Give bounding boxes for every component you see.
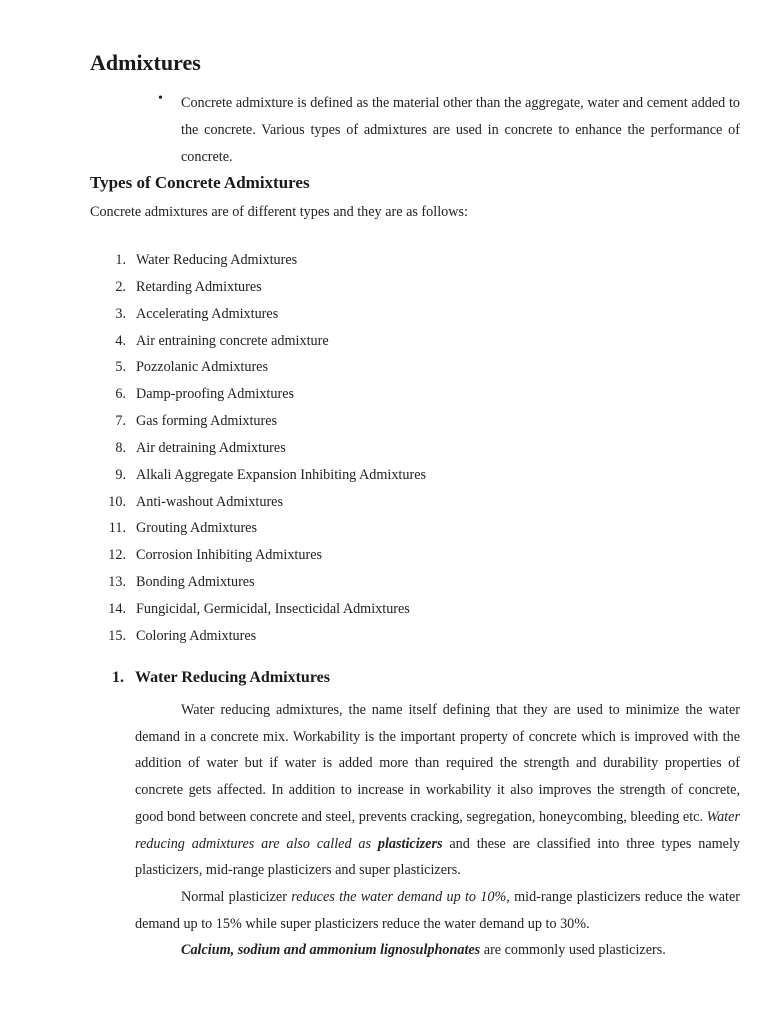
list-item [90, 354, 426, 381]
list-item-label: Anti-washout Admixtures [136, 493, 283, 510]
list-item-label: Damp-proofing Admixtures [136, 386, 295, 403]
list-item-label: Air entraining concrete admixture [136, 332, 329, 349]
list-item-number: 10. [108, 493, 126, 510]
list-item-number: 2. [115, 278, 126, 295]
list-item [90, 328, 426, 355]
list-item [90, 435, 426, 462]
list-item-label: Retarding Admixtures [136, 278, 262, 295]
list-item [90, 381, 426, 408]
list-item-label: Accelerating Admixtures [136, 305, 279, 322]
list-item-number: 7. [115, 413, 126, 430]
paragraph-3 [135, 937, 740, 964]
page-title: Admixtures [90, 50, 201, 75]
list-item [90, 462, 426, 489]
paragraph-1 [135, 697, 740, 884]
paragraph-2-italic: reduces the water demand up to 10%, [291, 889, 510, 905]
list-item-label: Grouting Admixtures [136, 520, 257, 537]
paragraph-3-text: are commonly used plasticizers. [480, 942, 666, 958]
paragraph-1-text: Water reducing admixtures, the name itself defining that they are used to minimize the water demand in a concrete mix. Workability is the important property of concrete which is improved with the addition of water but if water is added more than required the strength and durability properties of concrete gets affected. In addition to increase in workability it also improves the strength of concrete, good bond between concrete and steel, prevents cracking, segregation, honeycombing, bleeding etc. [135, 702, 740, 825]
paragraph-2 [135, 884, 740, 937]
types-intro: Concrete admixtures are of different types and they are as follows: [90, 204, 468, 220]
list-item [90, 247, 426, 274]
list-item-label: Pozzolanic Admixtures [136, 359, 268, 376]
list-item-number: 6. [115, 386, 126, 403]
list-item-number: 1. [115, 252, 126, 268]
list-item [90, 408, 426, 435]
lignosulphonates-term: Calcium, sodium and ammonium lignosulphonates [181, 942, 481, 958]
types-list [90, 247, 426, 650]
list-item-label: Coloring Admixtures [136, 627, 257, 644]
definition-bullet: Concrete admixture is defined as the material other than the aggregate, water and cement added to the concrete. Various types of admixtures are used in concrete to enhance the performance of concrete. [181, 95, 740, 165]
list-item [90, 542, 426, 569]
list-item-number: 15. [108, 627, 126, 644]
list-item-number: 4. [115, 332, 126, 349]
list-item-number: 9. [115, 466, 126, 483]
list-item [90, 569, 426, 596]
list-item [90, 301, 426, 328]
list-item-number: 8. [115, 439, 126, 456]
list-item [90, 596, 426, 623]
section-number: 1. [112, 669, 124, 686]
list-item-number: 12. [108, 547, 126, 564]
list-item-label: Alkali Aggregate Expansion Inhibiting Admixtures [136, 466, 427, 483]
plasticizers-term: plasticizers [377, 835, 443, 852]
list-item [90, 623, 426, 650]
list-item-number: 11. [108, 520, 126, 537]
paragraph-2-text-end: mid-range plasticizers reduce the water demand up to 15% while super plasticizers reduce the water demand up to 30%. [135, 889, 740, 932]
section-heading: Water Reducing Admixtures [135, 669, 330, 686]
list-item-number: 5. [115, 359, 126, 376]
list-item-label: Bonding Admixtures [136, 574, 255, 591]
list-item [90, 274, 426, 301]
list-item-label: Air detraining Admixtures [136, 439, 286, 456]
list-item-label: Water Reducing Admixtures [136, 252, 298, 268]
paragraph-1-italic: Water reducing admixtures are also called as [135, 808, 740, 852]
paragraph-2-text: Normal plasticizer [181, 889, 292, 905]
paragraph-1-text-end: and these are classified into three types namely plasticizers, mid-range plasticizers and super plasticizers. [135, 835, 740, 879]
list-item-label: Gas forming Admixtures [136, 413, 278, 430]
list-item-label: Fungicidal, Germicidal, Insecticidal Admixtures [136, 600, 410, 617]
list-item [90, 489, 426, 516]
types-heading: Types of Concrete Admixtures [90, 173, 310, 192]
list-item-number: 14. [108, 600, 126, 617]
list-item-label: Corrosion Inhibiting Admixtures [136, 547, 323, 564]
bullet-icon: • [158, 91, 163, 106]
list-item [90, 515, 426, 542]
list-item-number: 13. [108, 574, 126, 591]
list-item-number: 3. [115, 305, 126, 322]
